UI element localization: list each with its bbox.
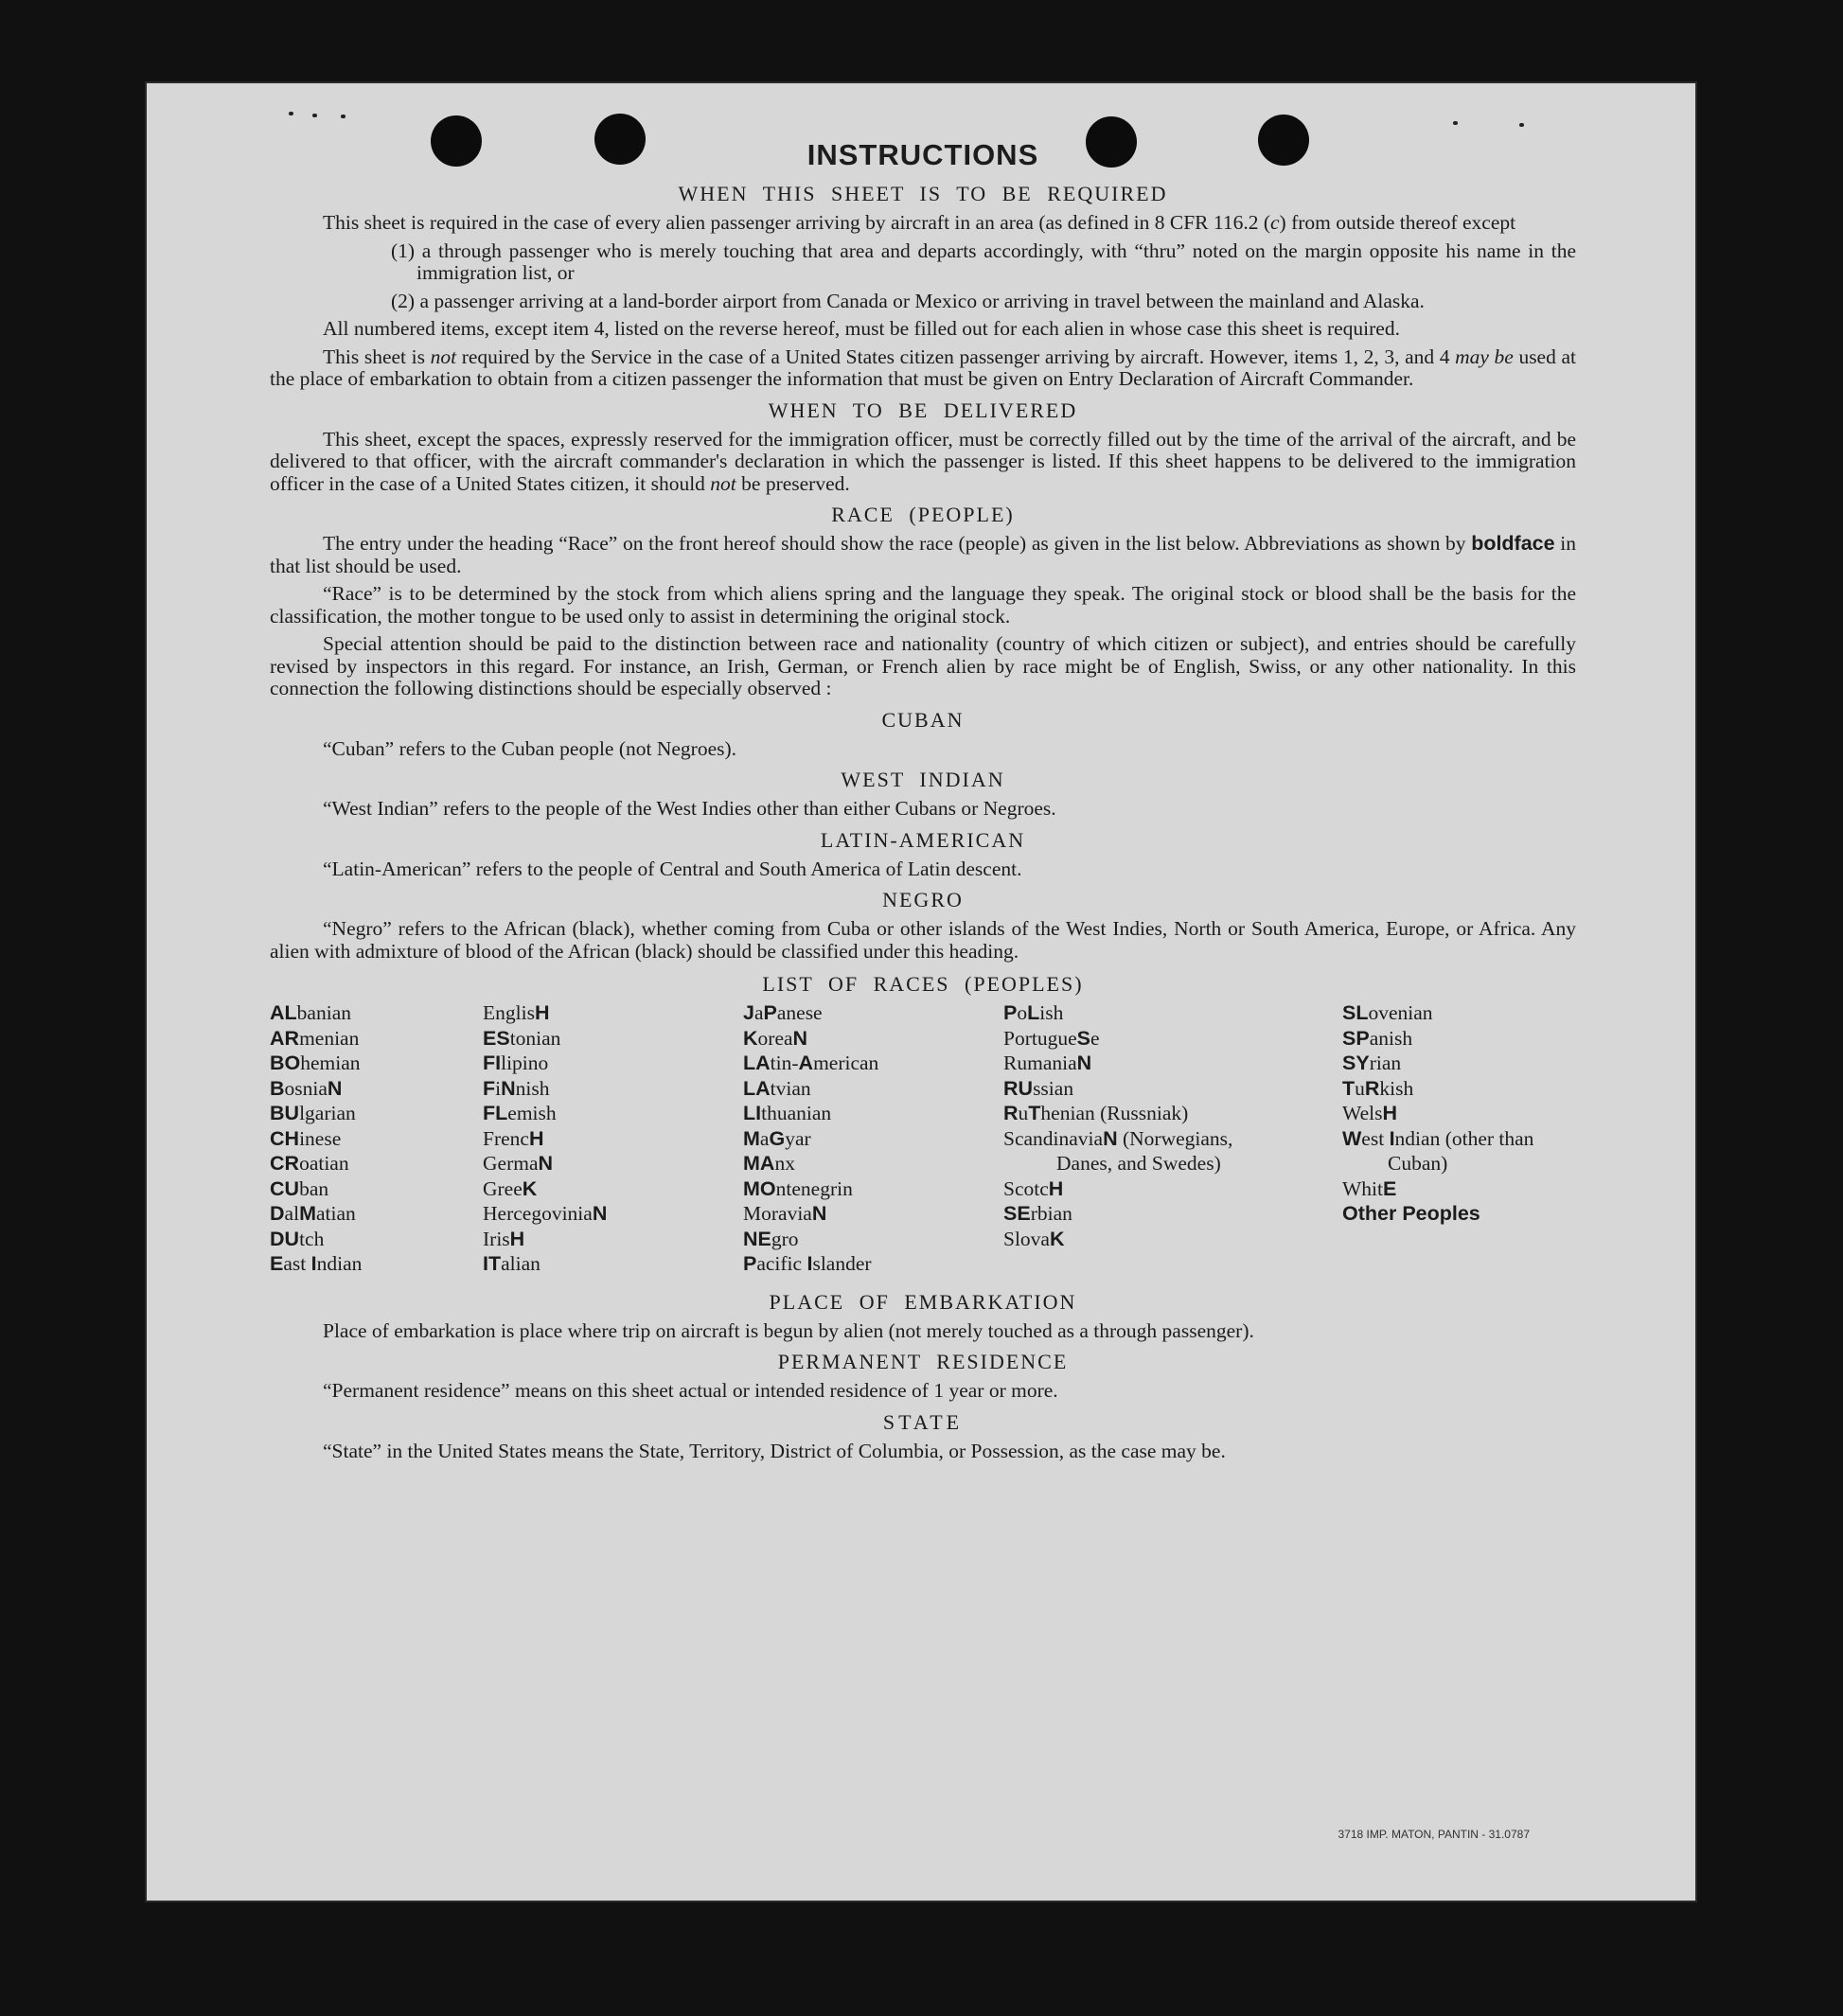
race-text: Frenc: [483, 1126, 529, 1150]
race-entry: [743, 1076, 1003, 1102]
race-entry: [743, 1201, 1003, 1227]
race-entry: [270, 1076, 483, 1102]
document-sheet: [147, 83, 1695, 1901]
paragraph: “State” in the United States means the State, Territory, District of Columbia, or Possession, as the case may be.: [323, 1439, 1226, 1462]
race-entry: [483, 1076, 743, 1102]
race-entry: [743, 1026, 1003, 1052]
race-abbrev: E: [270, 1252, 284, 1275]
race-entry: [1342, 1101, 1576, 1126]
race-text: a: [759, 1126, 770, 1150]
race-text: ast: [283, 1252, 311, 1275]
page-title: INSTRUCTIONS: [806, 138, 1039, 171]
paragraph: This sheet is required in the case of every alien passenger arriving by aircraft in an area (as defined in 8 CFR 116.2 (c) from outside thereof except: [323, 211, 1516, 234]
race-entry: [1003, 1051, 1271, 1076]
race-column: [1003, 1000, 1271, 1277]
race-text: nx: [774, 1152, 795, 1175]
section-heading: CUBAN: [881, 707, 965, 732]
race-abbrev: LA: [743, 1076, 771, 1100]
race-entry: [1003, 1076, 1271, 1102]
race-entry: [1342, 1000, 1576, 1026]
race-abbrev: F: [483, 1076, 496, 1100]
race-text: ovenian: [1368, 1001, 1433, 1024]
race-text: osnia: [284, 1076, 328, 1100]
race-abbrev: D: [270, 1202, 285, 1225]
race-abbrev: K: [1049, 1227, 1065, 1250]
race-text: Englis: [483, 1001, 535, 1024]
race-text: tch: [299, 1227, 325, 1250]
race-entry: [743, 1101, 1003, 1126]
section-heading: WEST INDIAN: [841, 768, 1005, 791]
section-heading: WHEN THIS SHEET IS TO BE REQUIRED: [678, 182, 1168, 205]
race-text: a: [753, 1001, 764, 1024]
race-entry: [1003, 1000, 1271, 1026]
race-text: menian: [299, 1026, 360, 1050]
race-abbrev: BU: [270, 1102, 300, 1124]
race-text: rian: [1369, 1052, 1402, 1074]
race-entry: [743, 1176, 1003, 1202]
race-entry: [1003, 1201, 1271, 1227]
race-text: Wels: [1342, 1102, 1383, 1124]
paragraph: The entry under the heading “Race” on the front hereof should show the race (people) as given in the list below. Abbreviations as shown by boldface in that list should be used.: [270, 532, 1576, 577]
race-entry: [270, 1101, 483, 1126]
race-abbrev: NE: [743, 1227, 771, 1250]
race-text: ssian: [1033, 1076, 1074, 1100]
race-column: [483, 1000, 743, 1277]
race-text: inese: [299, 1126, 342, 1150]
race-abbrev: T: [1028, 1102, 1041, 1124]
race-entry: [270, 1151, 483, 1176]
race-entry: [483, 1251, 743, 1277]
section-heading: STATE: [882, 1409, 964, 1434]
race-abbrev: N: [1103, 1126, 1118, 1150]
race-abbrev: FI: [483, 1052, 502, 1074]
section-heading: PLACE OF EMBARKATION: [769, 1289, 1077, 1314]
race-text: u: [1355, 1076, 1365, 1100]
paragraph: Place of embarkation is place where trip on aircraft is begun by alien (not merely touched as a through passenger).: [323, 1318, 1254, 1342]
race-text: lipino: [501, 1052, 549, 1074]
race-entry: [483, 1101, 743, 1126]
race-column: [270, 1000, 483, 1277]
race-abbrev: SY: [1342, 1052, 1370, 1074]
race-text: o: [1017, 1001, 1028, 1024]
race-abbrev: SL: [1342, 1001, 1369, 1024]
race-abbrev: N: [1076, 1052, 1092, 1074]
race-text: Germa: [483, 1152, 539, 1175]
race-text: Whit: [1342, 1176, 1383, 1200]
race-abbrev: K: [522, 1176, 538, 1200]
speck: [289, 112, 293, 115]
race-abbrev: A: [798, 1052, 814, 1074]
definition: “Cuban” refers to the Cuban people (not Negroes).: [323, 736, 737, 760]
race-text: Scotc: [1003, 1176, 1049, 1200]
race-text: ntenegrin: [775, 1176, 853, 1200]
race-abbrev: N: [592, 1202, 608, 1225]
section-heading: LIST OF RACES (PEOPLES): [762, 972, 1084, 996]
race-entry: [1342, 1201, 1576, 1227]
section-heading: NEGRO: [882, 888, 964, 911]
race-abbrev: R: [1364, 1076, 1380, 1100]
race-text: ish: [1039, 1001, 1064, 1024]
race-entry: [483, 1000, 743, 1026]
race-text: tonian: [509, 1026, 561, 1050]
race-entry: [270, 1000, 483, 1026]
race-abbrev: I: [1389, 1126, 1395, 1150]
race-abbrev: M: [743, 1126, 760, 1150]
race-entry: [1003, 1227, 1271, 1252]
race-entry: [270, 1227, 483, 1252]
race-text: slander: [812, 1252, 872, 1275]
race-entry: [743, 1151, 1003, 1176]
race-abbrev: LA: [743, 1052, 771, 1074]
race-abbrev: MO: [743, 1176, 776, 1200]
race-entry: [270, 1126, 483, 1152]
race-abbrev: CU: [270, 1176, 300, 1200]
race-abbrev: J: [743, 1001, 754, 1024]
race-entry: [483, 1126, 743, 1152]
race-text: (Norwegians, Danes, and Swedes): [1056, 1126, 1233, 1175]
race-abbrev: RU: [1003, 1076, 1034, 1100]
race-text: hemian: [300, 1052, 361, 1074]
race-text: Scandinavia: [1003, 1126, 1104, 1150]
race-abbrev: ES: [483, 1026, 510, 1050]
race-entry: [1342, 1026, 1576, 1052]
section-heading: RACE (PEOPLE): [831, 503, 1015, 526]
race-text: emish: [507, 1102, 557, 1124]
race-abbrev: B: [270, 1076, 285, 1100]
race-text: i: [495, 1076, 502, 1100]
race-text: ndian: [316, 1252, 363, 1275]
race-entry: [270, 1051, 483, 1076]
race-entry: [743, 1251, 1003, 1277]
race-text: anish: [1369, 1026, 1413, 1050]
speck: [341, 115, 346, 118]
race-text: banian: [296, 1001, 351, 1024]
race-abbrev: IT: [483, 1252, 502, 1275]
race-text: al: [284, 1202, 300, 1225]
race-abbrev: L: [1027, 1001, 1040, 1024]
race-abbrev: AR: [270, 1026, 300, 1050]
race-abbrev: Other Peoples: [1342, 1202, 1480, 1225]
definition: “Negro” refers to the African (black), whether coming from Cuba or other islands of the West Indies, North or South America, Europe, or Africa. Any alien with admixture of blood of the African (black) should be classified under this heading.: [270, 917, 1576, 963]
race-abbrev: CR: [270, 1152, 300, 1175]
race-entry: [483, 1201, 743, 1227]
race-abbrev: M: [299, 1202, 316, 1225]
race-abbrev: H: [528, 1126, 544, 1150]
race-abbrev: W: [1342, 1126, 1362, 1150]
race-abbrev: DU: [270, 1227, 300, 1250]
race-text: merican: [813, 1052, 879, 1074]
race-text: ban: [299, 1176, 329, 1200]
race-entry: [270, 1176, 483, 1202]
race-text: gro: [771, 1227, 799, 1250]
paragraph: All numbered items, except item 4, listed on the reverse hereof, must be filled out for each alien in whose case this sheet is required.: [323, 317, 1400, 340]
race-abbrev: LI: [743, 1102, 762, 1124]
race-text: est: [1361, 1126, 1390, 1150]
race-entry: [483, 1026, 743, 1052]
race-abbrev: H: [1048, 1176, 1064, 1200]
race-abbrev: N: [501, 1076, 516, 1100]
instructions-content: [270, 138, 1576, 1468]
race-abbrev: G: [769, 1126, 786, 1150]
race-abbrev: P: [763, 1001, 777, 1024]
paragraph: “Race” is to be determined by the stock from which aliens spring and the language they speak. The original stock or blood shall be the basis for the classification, the mother tongue to be used only to assist in determining the original stock.: [270, 582, 1576, 628]
race-entry: [743, 1051, 1003, 1076]
race-text: Moravia: [743, 1202, 812, 1225]
race-entry: [743, 1227, 1003, 1252]
race-text: anese: [776, 1001, 823, 1024]
race-list: [270, 1000, 1576, 1277]
race-entry: [483, 1176, 743, 1202]
paragraph: “Permanent residence” means on this sheet actual or intended residence of 1 year or more.: [323, 1379, 1058, 1402]
race-abbrev: I: [806, 1252, 813, 1275]
race-abbrev: S: [1076, 1026, 1090, 1050]
race-entry: [1003, 1101, 1271, 1126]
race-text: thuanian: [761, 1102, 832, 1124]
race-entry: [1342, 1176, 1576, 1202]
race-abbrev: SP: [1342, 1026, 1370, 1050]
race-abbrev: AL: [270, 1001, 297, 1024]
race-abbrev: H: [1382, 1102, 1397, 1124]
race-abbrev: N: [792, 1026, 808, 1050]
race-text: orea: [757, 1026, 793, 1050]
race-entry: [743, 1000, 1003, 1026]
race-abbrev: P: [1003, 1001, 1018, 1024]
race-text: acific: [756, 1252, 807, 1275]
race-abbrev: N: [327, 1076, 343, 1100]
paragraph: This sheet, except the spaces, expressly reserved for the immigration officer, must be correctly filled out by the time of the arrival of the aircraft, and be delivered to that officer, with the aircraft commander's declaration in which the passenger is listed. If this sheet happens to be delivered to the immigration officer in the case of a United States citizen, it should not be preserved.: [270, 427, 1576, 495]
race-abbrev: H: [534, 1001, 550, 1024]
race-text: tin-: [770, 1052, 799, 1074]
race-abbrev: SE: [1003, 1202, 1031, 1225]
race-abbrev: K: [743, 1026, 758, 1050]
race-entry: [483, 1051, 743, 1076]
paragraph: This sheet is not required by the Service in the case of a United States citizen passenger arriving by aircraft. However, items 1, 2, 3, and 4 may be used at the place of embarkation to obtain from a citizen passenger the information that must be given on Entry Declaration of Aircraft Commander.: [270, 345, 1576, 390]
race-text: tvian: [770, 1076, 811, 1100]
race-entry: [743, 1126, 1003, 1152]
race-entry: [1342, 1051, 1576, 1076]
race-text: lgarian: [299, 1102, 356, 1124]
race-text: henian (Russniak): [1040, 1102, 1189, 1124]
race-column: [743, 1000, 1003, 1277]
race-text: oatian: [299, 1152, 349, 1175]
race-entry: [270, 1251, 483, 1277]
race-abbrev: R: [1003, 1102, 1019, 1124]
race-abbrev: N: [538, 1152, 554, 1175]
paragraph: Special attention should be paid to the distinction between race and nationality (country of which citizen or subject), and entries should be carefully revised by inspectors in this regard. For instance, an Irish, German, or French alien by race might be of English, Swiss, or any other nationality. In this connection the following distinctions should be especially observed :: [270, 632, 1576, 699]
race-abbrev: H: [509, 1227, 525, 1250]
race-text: Iris: [483, 1227, 510, 1250]
speck: [1519, 123, 1524, 127]
race-text: Slova: [1003, 1227, 1050, 1250]
race-text: nish: [515, 1076, 550, 1100]
printer-mark: 3718 IMP. MATON, PANTIN - 31.0787: [1338, 1828, 1530, 1841]
race-abbrev: T: [1342, 1076, 1356, 1100]
race-text: yar: [785, 1126, 811, 1150]
race-abbrev: E: [1383, 1176, 1397, 1200]
race-abbrev: FL: [483, 1102, 508, 1124]
race-column: [1342, 1000, 1576, 1277]
race-abbrev: MA: [743, 1152, 775, 1175]
race-text: ndian (other than Cuban): [1388, 1126, 1534, 1175]
race-entry: [483, 1227, 743, 1252]
definition: “West Indian” refers to the people of the West Indies other than either Cubans or Negroes.: [323, 797, 1056, 820]
section-heading: PERMANENT RESIDENCE: [777, 1350, 1069, 1373]
race-text: kish: [1379, 1076, 1414, 1100]
race-entry: [1003, 1176, 1271, 1202]
section-heading: LATIN-AMERICAN: [820, 827, 1026, 852]
definition: “Latin-American” refers to the people of Central and South America of Latin descent.: [323, 857, 1022, 880]
race-abbrev: CH: [270, 1126, 300, 1150]
race-entry: [270, 1026, 483, 1052]
race-text: Portugue: [1003, 1026, 1077, 1050]
race-entry: [1342, 1126, 1576, 1176]
race-text: u: [1018, 1102, 1029, 1124]
section-heading: WHEN TO BE DELIVERED: [768, 398, 1078, 422]
race-text: alian: [501, 1252, 540, 1275]
race-text: Gree: [483, 1176, 523, 1200]
race-entry: [1003, 1026, 1271, 1052]
race-text: rbian: [1030, 1202, 1072, 1225]
race-text: Hercegovinia: [483, 1202, 593, 1225]
list-item: (2) a passenger arriving at a land-border airport from Canada or Mexico or arriving in travel between the mainland and Alaska.: [391, 289, 1425, 312]
speck: [312, 114, 317, 117]
race-entry: [483, 1151, 743, 1176]
race-entry: [1003, 1126, 1271, 1176]
race-abbrev: BO: [270, 1052, 301, 1074]
race-abbrev: N: [811, 1202, 827, 1225]
race-text: atian: [315, 1202, 356, 1225]
race-entry: [1342, 1076, 1576, 1102]
race-entry: [270, 1201, 483, 1227]
race-abbrev: I: [310, 1252, 317, 1275]
race-abbrev: P: [743, 1252, 757, 1275]
list-item: (1) a through passenger who is merely touching that area and departs accordingly, with “thru” noted on the margin opposite his name in the immigration list, or: [391, 239, 1576, 284]
race-text: e: [1090, 1026, 1100, 1050]
race-text: Rumania: [1003, 1052, 1077, 1074]
speck: [1453, 121, 1458, 125]
